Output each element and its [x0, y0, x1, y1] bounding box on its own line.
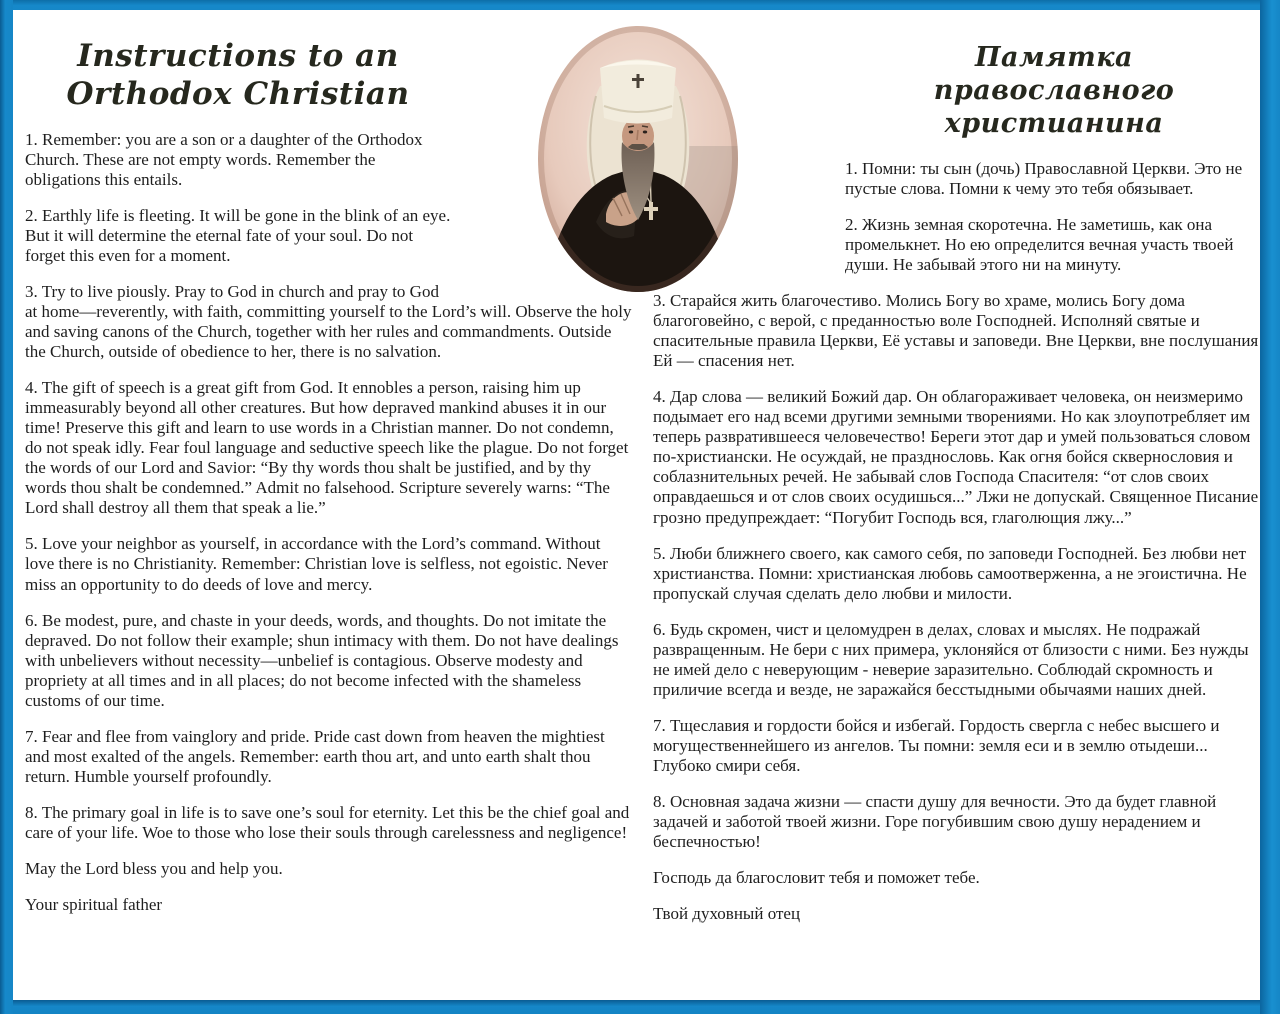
english-paragraph-6: 6. Be modest, pure, and chaste in your deeds, words, and thoughts. Do not imitate the depraved. Do not follow their example; shun intimacy with them. Do not have dealings with unbelievers without necessity—unbelief is contagious. Observe modesty and propriety at all times and in all places; do not become infected with the shameless customs of our time.: [25, 610, 619, 710]
english-paragraph-8: 8. The primary goal in life is to save one’s soul for eternity. Let this be the chief goal and care of your life. Woe to those who lose their souls through carelessness and negligence!: [25, 802, 630, 842]
english-paragraph-1: 1. Remember: you are a son or a daughter of the Orthodox Church. These are not empty words. Remember the obligations this entails.: [25, 129, 423, 189]
russian-signature-line: Твой духовный отец: [653, 904, 801, 924]
english-signature-line: Your spiritual father: [25, 895, 163, 915]
russian-paragraph-3: 3. Старайся жить благочестиво. Молись Богу во храме, молись Богу дома благоговейно, с верой, с преданностью воле Господней. Исполняй святые и спасительные правила Церкви, Её уставы и заповеди. Вне Церкви, вне послушания Ей — спасения нет.: [653, 291, 1259, 371]
english-paragraph-3: 3. Try to live piously. Pray to God in church and pray to God at home—reverently, with faith, committing yourself to the Lord’s will. Observe the holy and saving canons of the Church, together with her rules and commandments. Outside the Church, outside of obedience to her, there is no salvation.: [25, 281, 632, 362]
frame-left-border: [0, 0, 13, 1014]
russian-column: [653, 32, 1263, 940]
russian-paragraph-5: 5. Люби ближнего своего, как самого себя, по заповеди Господней. Без любви нет христианства. Помни: христианская любовь самоотверженна, а не эгоистична. Не пропускай случая сделать дело любви и милости.: [653, 543, 1247, 603]
russian-paragraph-4: 4. Дар слова — великий Божий дар. Он облагораживает человека, он неизмеримо подымает его над всеми другими земными творениями. Но как злоупотребляет им теперь развратившееся человечество! Береги этот дар и умей пользоваться словом по-христиански. Не осуждай, не празднословь. Как огня бойся сквернословия и соблазнительных речей. Не забывай слов Господа Спасителя: “от слов своих оправдаешься и от слов своих осудишься...” Лжи не допускай. Священное Писание грозно предупреждает: “Погубит Господь вся, глаголющия лжу...”: [653, 387, 1259, 527]
frame-right-border: [1260, 0, 1280, 1014]
russian-title-line2: православного христианина: [933, 74, 1175, 139]
russian-paragraph-6: 6. Будь скромен, чист и целомудрен в делах, словах и мыслях. Не подражай развращенным. Не бери с них примера, уклоняйся от близости с ними. Без нужды не имей дело с неверующим - неверие заразительно. Соблюдай скромность и приличие всегда и везде, не заражайся бесстыдными обычаями наших дней.: [653, 619, 1249, 699]
russian-paragraph-8: 8. Основная задача жизни — спасти душу для вечности. Это да будет главной задачей и заботой твоей жизни. Горе погубившим свою душу нерадением и беспечностью!: [653, 792, 1217, 852]
russian-paragraph-1: 1. Помни: ты сын (дочь) Православной Церкви. Это не пустые слова. Помни к чему это тебя обязывает.: [845, 158, 1243, 198]
russian-blessing-line: Господь да благословит тебя и поможет тебе.: [653, 868, 980, 888]
english-blessing-line: May the Lord bless you and help you.: [25, 859, 283, 879]
english-paragraph-4: 4. The gift of speech is a great gift from God. It ennobles a person, raising him up immeasurably beyond all other creatures. But how depraved mankind abuses it in our time! Preserve this gift and learn to use words in a Christian manner. Do not condemn, do not speak idly. Fear foul language and seductive speech like the plague. Do not forget the words of our Lord and Savior: “By thy words thou shalt be justified, and by thy words thou shalt be condemned.” Admit no falsehood. Scripture severely warns: “The Lord shall destroy all them that speak a lie.”: [25, 378, 629, 518]
metropolitan-portrait-photo: [538, 26, 738, 292]
russian-paragraph-2: 2. Жизнь земная скоротечна. Не заметишь, как она промелькнет. Но ею определится вечная участь твоей души. Не забывай этого ни на минуту.: [845, 214, 1234, 274]
metropolitan-portrait-illustration: [538, 26, 738, 292]
russian-title-line1: Памятка: [975, 42, 1133, 73]
russian-paragraph-7: 7. Тщеславия и гордости бойся и избегай. Гордость свергла с небес высшего и могущественнейшего из ангелов. Ты помни: земля еси и в землю отыдеши... Глубоко смири себя.: [653, 715, 1220, 775]
frame-bottom-border: [0, 1000, 1280, 1014]
english-paragraph-5: 5. Love your neighbor as yourself, in accordance with the Lord’s command. Without love there is no Christianity. Remember: Christian love is selfless, not egoistic. Never miss an opportunity to do deeds of love and mercy.: [25, 534, 608, 594]
frame-top-border: [0, 0, 1280, 10]
english-paragraph-7: 7. Fear and flee from vainglory and pride. Pride cast down from heaven the mightiest and most exalted of the angels. Remember: earth thou art, and unto earth shalt thou return. Humble yourself profoundly.: [25, 726, 605, 786]
english-title-line2: Orthodox Christian: [66, 75, 410, 112]
english-paragraph-2: 2. Earthly life is fleeting. It will be gone in the blink of an eye. But it will determine the eternal fate of your soul. Do not forget this even for a moment.: [25, 205, 451, 265]
english-title-line1: Instructions to an: [77, 38, 399, 74]
